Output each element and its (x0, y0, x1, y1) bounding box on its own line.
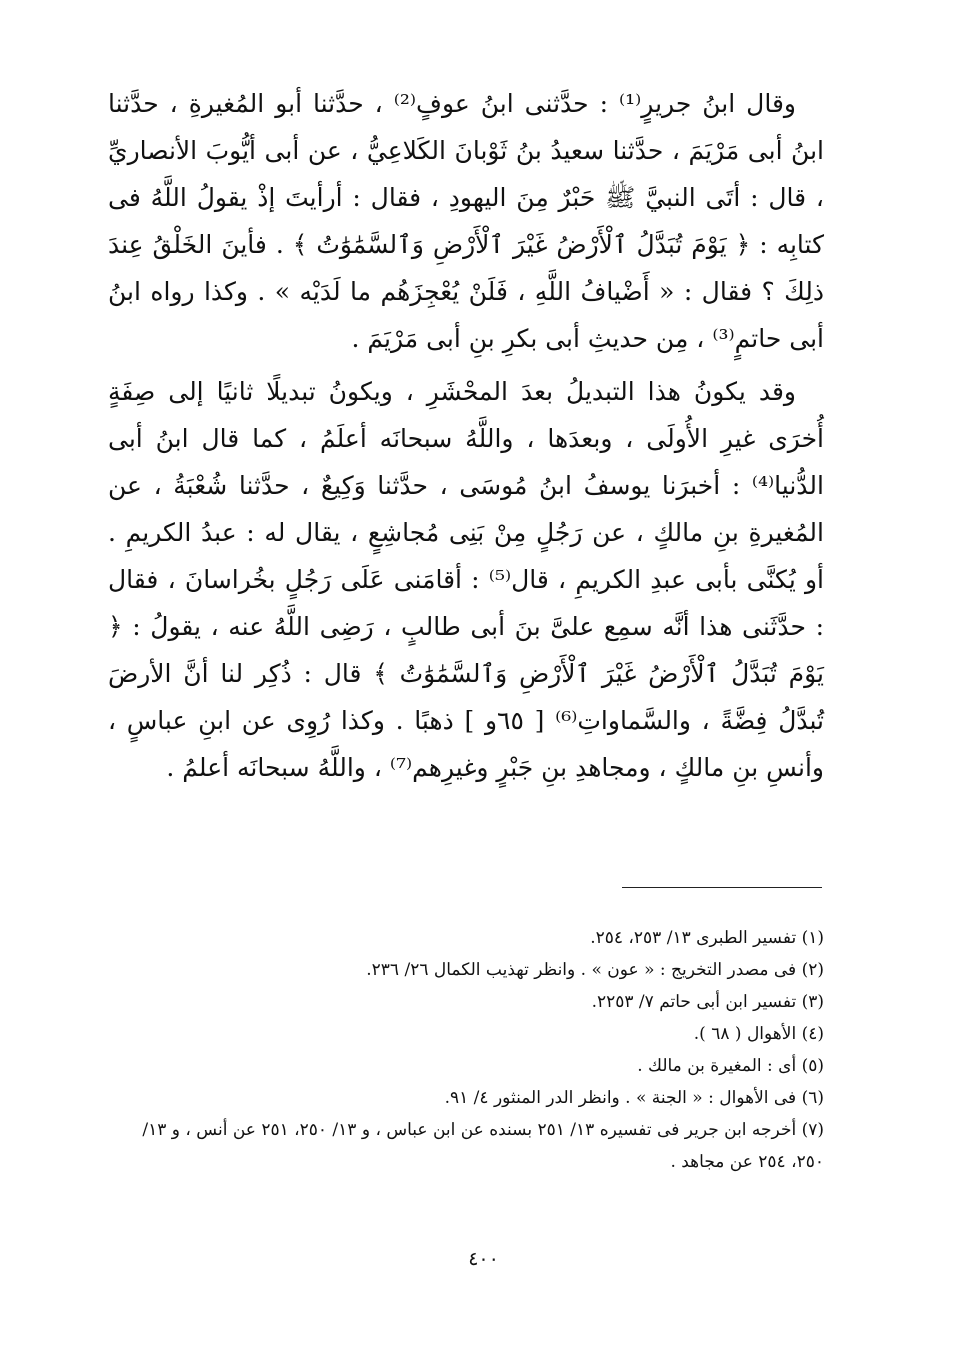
footnote-1: (١) تفسير الطبرى ١٣/ ٢٥٣، ٢٥٤. (590, 928, 824, 948)
main-text (108, 80, 824, 791)
paragraph-1: وقال ابنُ جريرٍ⁽¹⁾ : حدَّثنى ابنُ عوفٍ⁽²⁾ ، حدَّثنا أبو المُغيرةِ ، حدَّثنا ابنُ أبى مَرْيَمَ ، حدَّثنا سعيدُ بنُ ثَوْبانَ الكَلاعِيُّ ، عن أبى أيُّوبَ الأنصاريِّ ، قال : أتَى النبيَّ ﷺ حَبْرٌ مِنَ اليهودِ ، فقال : أرأيتَ إذْ يقولُ اللَّهُ فى كتابِه : ﴿ يَوْمَ تُبَدَّلُ ٱلْأَرْضُ غَيْرَ ٱلْأَرْضِ وَٱلسَّمَٰوَٰتُ ﴾ . فأينَ الخَلْقُ عِندَ ذلِكَ ؟ فقال : « أَضْيافُ اللَّهِ ، فَلَنْ يُعْجِزَهُم ما لَدَيْه » . وكذا رواه ابنُ أبى حاتمٍ⁽³⁾ ، مِن حديثِ أبى بكرِ بنِ أبى مَرْيَمَ . (108, 89, 824, 353)
footnote-separator (622, 887, 822, 888)
footnote-5: (٥) أى : المغيرة بن مالك . (637, 1056, 824, 1076)
footnotes-list (108, 922, 824, 1178)
footnote-3: (٣) تفسير ابن أبى حاتم ٧/ ٢٢٥٣. (591, 992, 824, 1012)
footnote-2: (٢) فى مصدر التخريج : « عون » . وانظر تهذيب الكمال ٢٦/ ٢٣٦. (366, 960, 824, 980)
paragraph-2: وقد يكونُ هذا التبديلُ بعدَ المحْشَرِ ، ويكونُ تبديلًا ثانيًا إلى صِفَةٍ أُخرَى غيرِ الأُولَى ، وبعدَها ، واللَّهُ سبحانَه أعلَمُ ، كما قال ابنُ أبى الدُّنيا⁽⁴⁾ : أخبرَنا يوسفُ ابنُ مُوسَى ، حدَّثنا وَكِيعٌ ، حدَّثنا شُعْبَةُ ، عن المُغيرةِ بنِ مالكٍ ، عن رَجُلٍ مِنْ بَنِى مُجاشِعٍ ، يقال له : عبدُ الكريمِ . أو يُكنَّى بأبى عبدِ الكريمِ ، قال⁽⁵⁾ : أقامَنى عَلَى رَجُلٍ بخُراسانَ ، فقال : حدَّثَنى هذا أنَّه سمِع علىَّ بنَ أبى طالبٍ ، رَضِى اللَّهُ عنه ، يقولُ : ﴿ يَوْمَ تُبَدَّلُ ٱلْأَرْضُ غَيْرَ ٱلْأَرْضِ وَٱلسَّمَٰوَٰتُ ﴾ قال : ذُكِر لنا أنَّ الأرضَ تُبدَّلُ فِضَّةً ، والسَّماواتِ⁽⁶⁾ [ ٦٥و ] ذهبًا . وكذا رُوِى عن ابنِ عباسٍ ، وأنسِ بنِ مالكٍ ، ومجاهدِ بنِ جَبْرٍ وغيرِهم⁽⁷⁾ ، واللَّهُ سبحانَه أعلمُ . (108, 377, 824, 782)
footnote-7: (٧) أخرجه ابن جرير فى تفسيره ١٣/ ٢٥١ بسنده عن ابن عباس ، و ١٣/ ٢٥٠، ٢٥١ عن أنس ، و ١٣/ ٢٥٠، ٢٥٤ عن مجاهد . (142, 1120, 824, 1172)
footnote-4: (٤) الأهوال ( ٦٨ ). (693, 1024, 824, 1044)
page-number: ٤٠٠ (468, 1248, 499, 1270)
footnote-6: (٦) فى الأهوال : « الجنة » . وانظر الدر المنثور ٤/ ٩١. (444, 1088, 824, 1108)
